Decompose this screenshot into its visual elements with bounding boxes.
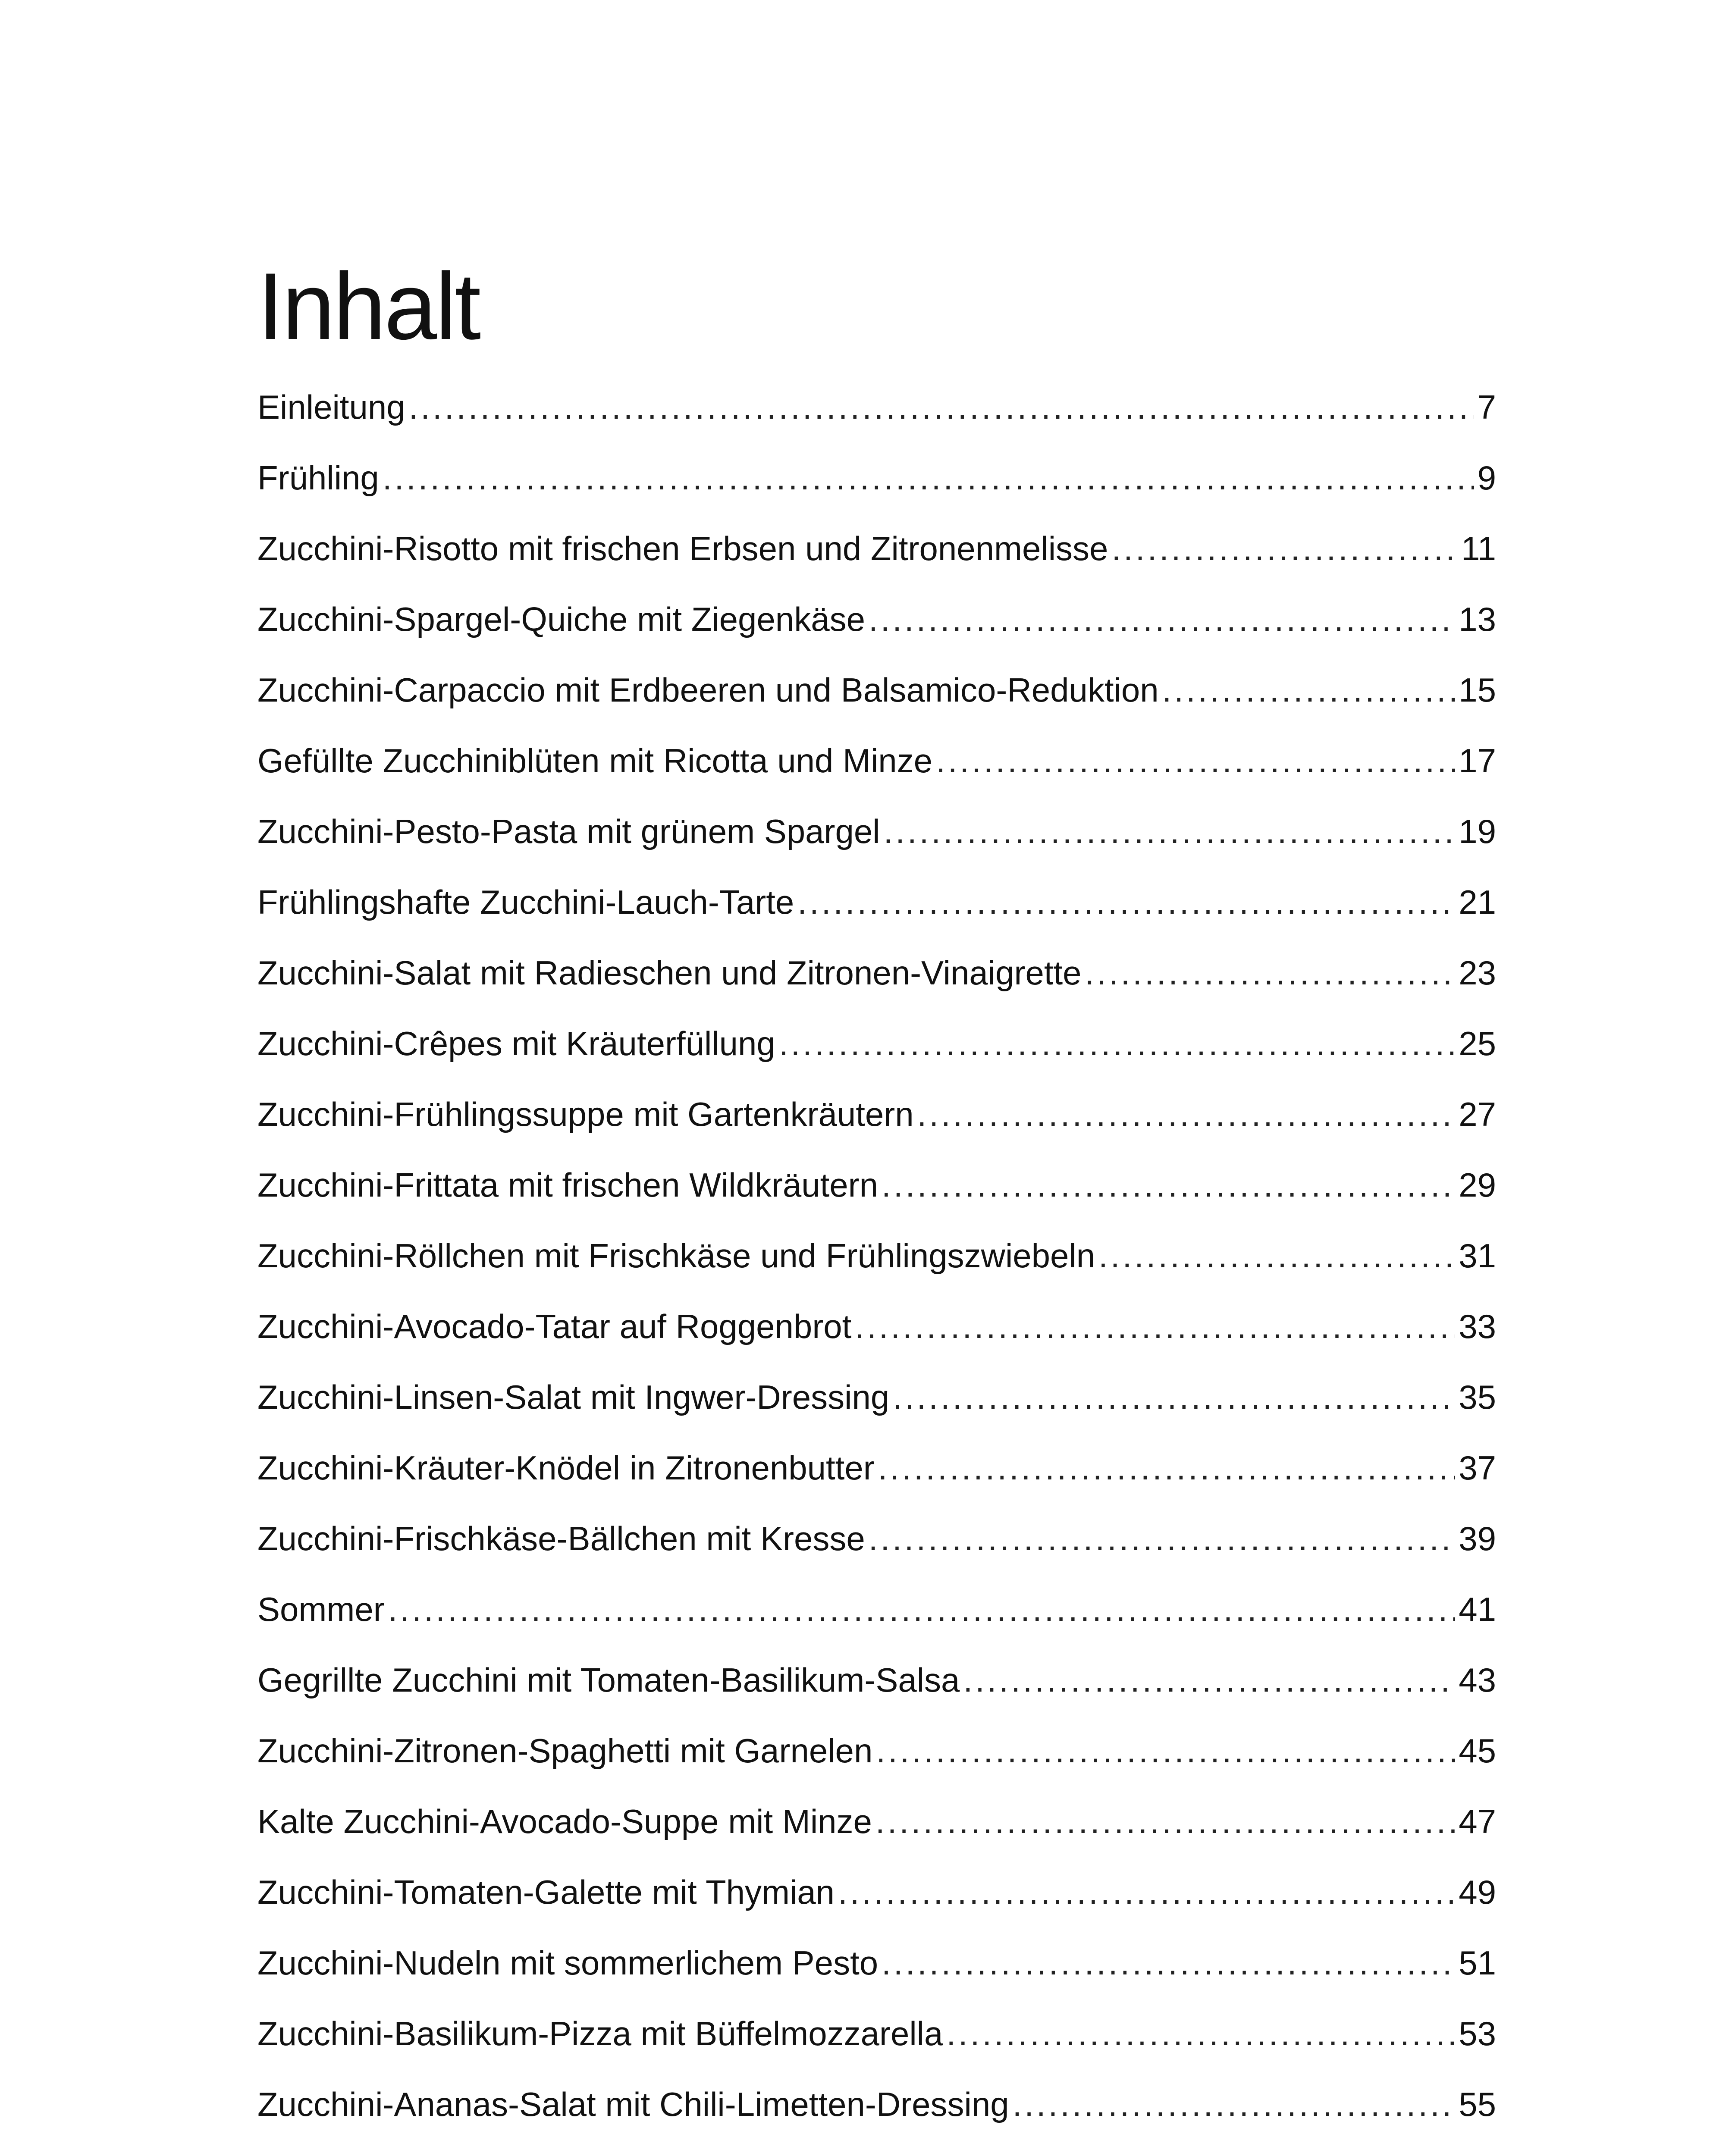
toc-entry-title: Zucchini-Pesto-Pasta mit grünem Spargel [257,812,880,850]
toc-entry-page: 17 [1459,742,1496,780]
toc-dot-leader [876,1734,1455,1767]
toc-entry-page: 29 [1459,1166,1496,1204]
toc-entry-title: Frühlingshafte Zucchini-Lauch-Tarte [257,883,794,921]
toc-entry-page: 31 [1459,1237,1496,1275]
toc-dot-leader [383,461,1474,495]
toc-entry-page: 27 [1459,1095,1496,1133]
toc-entry-title: Zucchini-Zitronen-Spaghetti mit Garnelen [257,1732,873,1770]
toc-entry-page: 25 [1459,1025,1496,1062]
toc-entry-title: Gefüllte Zucchiniblüten mit Ricotta und Minze [257,742,933,780]
toc-entry-page: 23 [1459,954,1496,992]
toc-entry[interactable] [257,602,1496,673]
toc-dot-leader [917,1097,1456,1131]
toc-dot-leader [1085,956,1456,990]
toc-dot-leader [838,1875,1455,1909]
toc-entry-title: Zucchini-Basilikum-Pizza mit Büffelmozzarella [257,2015,943,2053]
toc-dot-leader [797,885,1455,919]
toc-entry-title: Zucchini-Nudeln mit sommerlichem Pesto [257,1944,879,1982]
toc-entry[interactable] [257,1663,1496,1734]
toc-entry[interactable] [257,1522,1496,1592]
toc-dot-leader [869,602,1455,636]
toc-entry-page: 49 [1459,1873,1496,1911]
toc-entry-page: 35 [1459,1378,1496,1416]
toc-entry[interactable] [257,1027,1496,1097]
toc-entry-title: Zucchini-Spargel-Quiche mit Ziegenkäse [257,600,865,638]
toc-entry[interactable] [257,812,1496,885]
toc-entry-page: 45 [1459,1732,1496,1770]
toc-entry-title: Zucchini-Crêpes mit Kräuterfüllung [257,1025,775,1062]
toc-entry-page: 15 [1459,671,1496,709]
toc-dot-leader [1098,1239,1455,1272]
toc-dot-leader [884,815,1456,848]
toc-entry-page: 55 [1459,2085,1496,2123]
toc-entry-title: Gegrillte Zucchini mit Tomaten-Basilikum-Salsa [257,1661,960,1699]
toc-entry[interactable] [257,1239,1496,1310]
toc-entry[interactable] [257,390,1496,461]
toc-entry-page: 33 [1459,1307,1496,1345]
toc-entry[interactable] [257,673,1496,744]
toc-entry[interactable] [257,885,1496,956]
toc-dot-leader [893,1380,1455,1414]
toc-dot-leader [388,1592,1456,1626]
toc-entry-title: Zucchini-Salat mit Radieschen und Zitronen-Vinaigrette [257,954,1082,992]
toc-entry-page: 39 [1459,1520,1496,1557]
toc-entry-page: 47 [1459,1802,1496,1840]
toc-entry[interactable] [257,1380,1496,1451]
toc-dot-leader [1111,532,1458,565]
toc-entry-title: Zucchini-Röllchen mit Frischkäse und Frühlingszwiebeln [257,1237,1095,1275]
toc-entry[interactable] [257,2087,1496,2156]
toc-entry-title: Zucchini-Frühlingssuppe mit Gartenkräutern [257,1095,914,1133]
page-title: Inhalt [257,253,480,359]
toc-dot-leader [946,2017,1455,2050]
toc-entry-title: Zucchini-Frischkäse-Bällchen mit Kresse [257,1520,865,1557]
toc-entry-page: 13 [1459,600,1496,638]
toc-entry[interactable] [257,744,1496,815]
toc-entry-title: Zucchini-Risotto mit frischen Erbsen und Zitronenmelisse [257,530,1108,567]
toc-entry-title: Zucchini-Ananas-Salat mit Chili-Limetten-Dressing [257,2085,1009,2123]
toc-entry[interactable] [257,532,1496,602]
toc-entry-title: Zucchini-Avocado-Tatar auf Roggenbrot [257,1307,852,1345]
toc-entry[interactable] [257,1875,1496,1946]
toc-entry-title: Zucchini-Kräuter-Knödel in Zitronenbutter [257,1449,875,1487]
toc-dot-leader [855,1310,1455,1343]
toc-entry-page: 19 [1459,812,1496,850]
toc-entry[interactable] [257,1451,1496,1522]
toc-entry[interactable] [257,1946,1496,2017]
toc-entry[interactable] [257,1592,1496,1663]
toc-entry[interactable] [257,1097,1496,1168]
toc-dot-leader [869,1522,1455,1555]
toc-entry-page: 9 [1477,459,1496,497]
toc-entry-title: Einleitung [257,388,405,426]
toc-dot-leader [1162,673,1456,707]
toc-entry[interactable] [257,1168,1496,1239]
toc-dot-leader [963,1663,1455,1697]
toc-entry-page: 21 [1459,883,1496,921]
toc-dot-leader [882,1168,1455,1202]
table-of-contents [257,390,1496,2156]
toc-entry[interactable] [257,1734,1496,1805]
toc-entry[interactable] [257,956,1496,1027]
toc-entry-title: Kalte Zucchini-Avocado-Suppe mit Minze [257,1802,872,1840]
toc-entry-title: Frühling [257,459,379,497]
toc-entry-page: 43 [1459,1661,1496,1699]
toc-dot-leader [878,1451,1456,1485]
toc-entry-page: 37 [1459,1449,1496,1487]
toc-entry-title: Zucchini-Frittata mit frischen Wildkräutern [257,1166,879,1204]
toc-entry[interactable] [257,2017,1496,2087]
toc-entry[interactable] [257,461,1496,532]
toc-entry-title: Zucchini-Linsen-Salat mit Ingwer-Dressing [257,1378,890,1416]
toc-entry-title: Sommer [257,1590,385,1628]
toc-entry-title: Zucchini-Carpaccio mit Erdbeeren und Balsamico-Reduktion [257,671,1159,709]
toc-entry-page: 41 [1459,1590,1496,1628]
toc-entry-title: Zucchini-Tomaten-Galette mit Thymian [257,1873,835,1911]
toc-dot-leader [1013,2087,1456,2121]
toc-entry-page: 11 [1461,530,1496,567]
toc-dot-leader [409,390,1474,424]
toc-dot-leader [875,1805,1455,1838]
toc-entry[interactable] [257,1802,1496,1875]
toc-entry-page: 7 [1477,388,1496,426]
toc-dot-leader [936,744,1455,777]
toc-dot-leader [779,1027,1455,1060]
toc-dot-leader [882,1946,1455,1980]
toc-entry[interactable] [257,1307,1496,1380]
toc-entry-page: 51 [1459,1944,1496,1982]
toc-entry-page: 53 [1459,2015,1496,2053]
